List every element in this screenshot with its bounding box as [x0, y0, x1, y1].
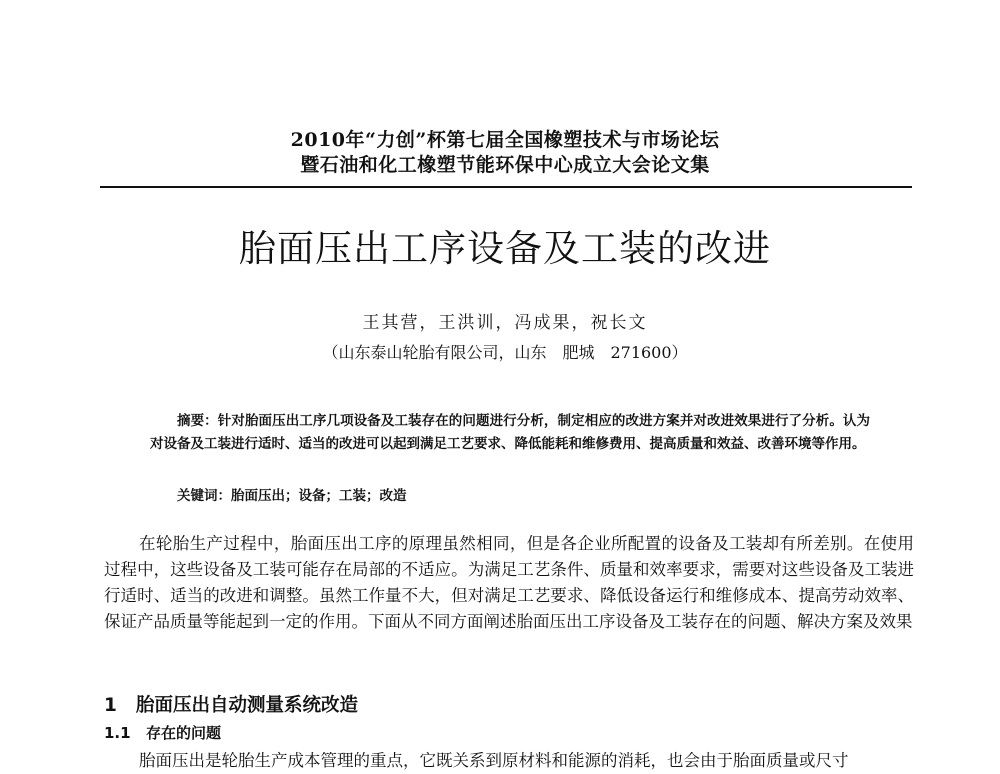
section-number: 1: [104, 695, 117, 716]
running-head-line-1: 2010年“力创”杯第七届全国橡塑技术与市场论坛: [290, 129, 720, 151]
affiliation: （山东泰山轮胎有限公司，山东 肥城 271600）: [322, 343, 688, 362]
intro-paragraph: 在轮胎生产过程中，胎面压出工序的原理虽然相同，但是各企业所配置的设备及工装却有所差别。在使用过程中，这些设备及工装可能存在局部的不适应。为满足工艺条件、质量和效率要求，需要对这些设备及工装进行适时、适当的改进和调整。虽然工作量不大，但对满足工艺要求、降低设备运行和维修成本、提高劳动效率、保证产品质量等能起到一定的作用。下面从不同方面阐述胎面压出工序设备及工装存在的问题、解决方案及效果: [104, 534, 914, 631]
header-rule: [100, 186, 912, 188]
authors: 王其营，王洪训，冯成果，祝长文: [362, 313, 648, 333]
paper-title: 胎面压出工序设备及工装的改进: [239, 227, 771, 270]
section-1-heading: [104, 694, 358, 718]
subsection-1-1-heading: [104, 722, 221, 744]
keywords: 关键词：胎面压出；设备；工装；改造: [177, 488, 407, 504]
section-1-1-paragraph: 胎面压出是轮胎生产成本管理的重点，它既关系到原材料和能源的消耗，也会由于胎面质量或尺寸: [139, 751, 849, 770]
subsection-number: 1.1: [104, 724, 131, 742]
abstract: 摘要：针对胎面压出工序几项设备及工装存在的问题进行分析，制定相应的改进方案并对改进效果进行了分析。认为对设备及工装进行适时、适当的改进可以起到满足工艺要求、降低能耗和维修费用、提高质量和效益、改善环境等作用。: [150, 413, 870, 452]
subsection-title: 存在的问题: [146, 724, 222, 742]
running-head: [100, 128, 910, 178]
running-head-line-2: 暨石油和化工橡塑节能环保中心成立大会论文集: [300, 154, 710, 176]
section-title: 胎面压出自动测量系统改造: [136, 695, 359, 716]
